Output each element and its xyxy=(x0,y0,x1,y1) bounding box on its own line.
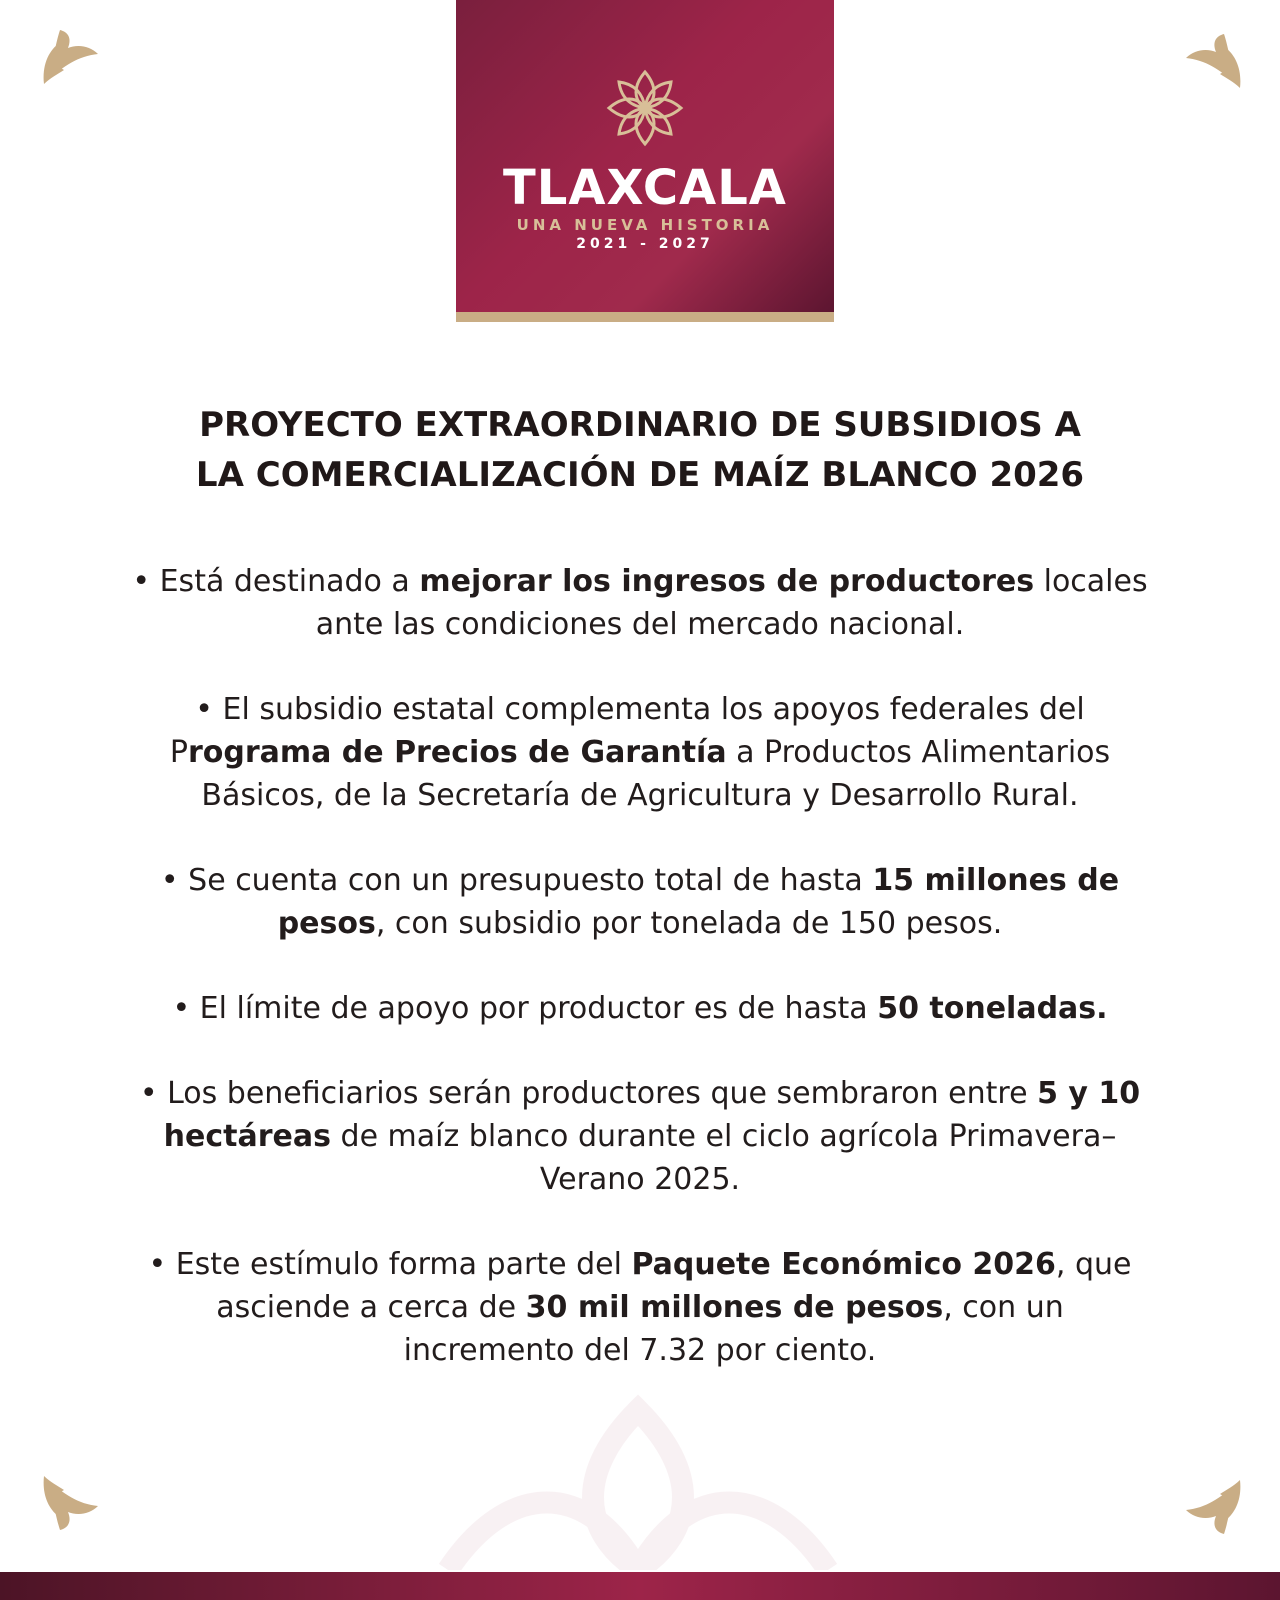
bullet-list xyxy=(130,560,1150,1414)
bullet-item xyxy=(130,1243,1150,1372)
bullet-text: • Este estímulo forma parte del xyxy=(148,1247,632,1282)
bullet-text: • El límite de apoyo por productor es de hasta xyxy=(172,991,878,1026)
page-title xyxy=(120,400,1160,500)
bullet-highlight: mejorar los ingresos de productores xyxy=(419,564,1035,599)
bullet-text: de maíz blanco durante el ciclo agrícola Primavera–Verano 2025. xyxy=(330,1119,1117,1197)
bullet-highlight: 30 mil millones de pesos xyxy=(525,1290,944,1325)
bullet-item xyxy=(130,560,1150,646)
title-line-2: LA COMERCIALIZACIÓN DE MAÍZ BLANCO 2026 xyxy=(195,455,1085,495)
leaf-ornament-icon xyxy=(38,1470,102,1534)
bullet-text: , con un incremento del 7.32 por ciento. xyxy=(403,1290,1064,1368)
flower-watermark-icon xyxy=(388,1390,888,1570)
bullet-text: • Se cuenta con un presupuesto total de hasta xyxy=(160,863,873,898)
footer-bar xyxy=(0,1572,1280,1600)
bullet-text: • El subsidio estatal complementa los apoyos federales del P xyxy=(169,692,1085,770)
bullet-highlight: 15 millones de pesos xyxy=(277,863,1120,941)
bullet-text: , con subsidio por tonelada de 150 pesos. xyxy=(375,906,1003,941)
bullet-highlight: rograma de Precios de Garantía xyxy=(187,735,727,770)
brand-tagline: UNA NUEVA HISTORIA xyxy=(516,216,774,234)
leaf-ornament-icon xyxy=(38,26,102,90)
bullet-highlight: 5 y 10 hectáreas xyxy=(163,1076,1141,1154)
bullet-highlight: Paquete Económico 2026 xyxy=(631,1247,1056,1282)
leaf-ornament-icon xyxy=(1182,1474,1246,1538)
bullet-text: • Los beneficiarios serán productores que sembraron entre xyxy=(139,1076,1038,1111)
corner-ornament-bottom-left xyxy=(38,1470,102,1534)
corner-ornament-top-right xyxy=(1182,30,1246,94)
flower-emblem-icon xyxy=(595,58,695,158)
header-logo xyxy=(456,0,834,312)
bullet-text: , que asciende a cerca de xyxy=(216,1247,1132,1325)
bullet-text: a Productos Alimentarios Básicos, de la Secretaría de Agricultura y Desarrollo Rural. xyxy=(201,735,1111,813)
corner-ornament-bottom-right xyxy=(1182,1474,1246,1538)
bullet-item xyxy=(130,859,1150,945)
bullet-item xyxy=(130,688,1150,817)
bullet-text: • Está destinado a xyxy=(132,564,420,599)
brand-years: 2021 - 2027 xyxy=(576,236,714,252)
bullet-text: locales ante las condiciones del mercado nacional. xyxy=(315,564,1148,642)
brand-name: TLAXCALA xyxy=(503,160,787,216)
bullet-highlight: 50 toneladas. xyxy=(877,991,1108,1026)
leaf-ornament-icon xyxy=(1182,30,1246,94)
corner-ornament-top-left xyxy=(38,26,102,90)
title-line-1: PROYECTO EXTRAORDINARIO DE SUBSIDIOS A xyxy=(199,405,1081,445)
bullet-item xyxy=(130,1072,1150,1201)
bullet-item xyxy=(130,987,1150,1030)
